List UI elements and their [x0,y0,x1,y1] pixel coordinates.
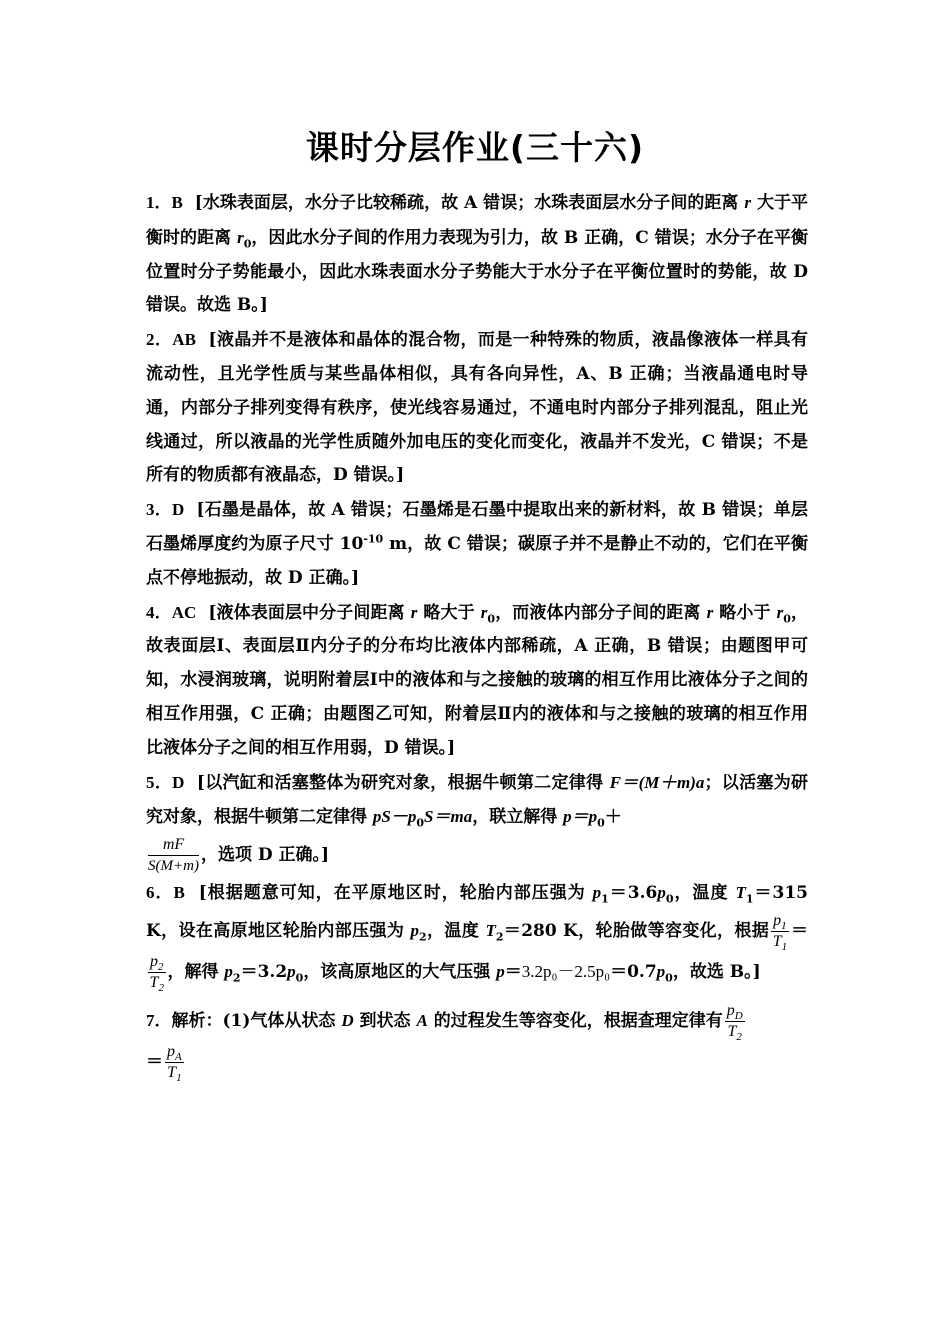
symbol-p: p [410,920,420,940]
item-text: [水珠表面层，水分子比较稀疏，故 A 错误；水珠表面层水分子间的距离 [194,193,745,213]
subscript: 2 [232,971,241,985]
item-text: 略大于 [417,602,481,623]
symbol-T: T [727,1022,737,1040]
answer-item-6 [146,876,808,993]
item-text: [液体表面层中分子间距离 [208,602,411,623]
item-text: (1)气体从状态 [222,1010,342,1031]
item-number: 6．B [146,883,185,903]
item-text: m，故 C 错误；碳原子并不是静止不动的，它们在平衡点不停地振动，故 D 正确。] [146,533,808,588]
item-number: 7．解析： [146,1010,223,1030]
answer-item-1 [146,186,808,323]
equation-p1-value: ＝3.6 [608,883,658,904]
symbol-p: p [167,1042,175,1060]
symbol-r0: r [776,602,784,622]
item-number: 3．D [146,500,185,520]
fraction-denominator: S(M+m) [148,858,199,875]
symbol-r: r [706,602,714,622]
answer-item-2 [146,323,808,493]
subscript: D [734,1010,743,1023]
answer-item-3 [146,493,808,595]
answer-list [146,186,808,1083]
equation-newton-piston-b: S＝ma [424,807,473,827]
symbol-p: p [592,883,602,903]
subscript: 2 [495,930,504,944]
equals-sign: ＝ [790,920,809,941]
item-text: ，温度 [426,920,486,941]
fraction-mf-over-s [148,835,199,876]
item-text: [石墨是晶体，故 A 错误；石墨烯是石墨中提取出来的新材料，故 B 错误；单层石墨烯厚度约为原子尺寸 10 [146,500,808,554]
item-text: ，设在高原地区轮胎内部压强为 [160,920,411,941]
item-text: ，而液体内部分子间的距离 [495,602,707,623]
equation-newton-piston-a: pS－p [372,807,417,827]
symbol-A: A [416,1010,428,1030]
item-text: ，温度 [673,883,736,904]
subscript: 1 [176,1072,182,1085]
equation-newton-whole: F＝(M＋m)a [609,772,705,792]
fraction-pd-over-t2 [725,1001,745,1042]
subscript: 0 [597,816,605,830]
equation-t2-value: ＝280 K [503,920,578,941]
equation-result-a: p＝p [563,807,598,827]
item-number: 1．B [146,193,183,212]
symbol-p: p [773,911,782,929]
page-title: 课时分层作业(三十六) [305,128,645,167]
subscript: 1 [781,941,788,954]
item-text: ，选项 D 正确。] [200,845,330,866]
answer-item-4 [146,596,808,766]
fraction-pa-over-t1 [165,1042,184,1083]
item-text: [以汽缸和活塞整体为研究对象，根据牛顿第二定律得 [196,772,610,793]
item-text: [根据题意可知，在平原地区时，轮胎内部压强为 [198,883,593,904]
fraction-p2-over-t2 [148,952,166,993]
subscript: 2 [736,1031,742,1044]
symbol-p: p [726,1001,735,1019]
subscript: 1 [601,892,609,906]
subscript: 0 [243,237,252,251]
answer-item-7 [146,1001,808,1083]
item-text: ，因此水分子间的作用力表现为引力，故 B 正确，C 错误；水分子在平衡位置时分子势能最小，因此水珠表面水分子势能大于水分子在平衡位置时的势能，故 D 错误。故选 B。] [146,227,808,316]
fraction-p1-over-t1 [771,911,789,952]
symbol-T: T [485,920,496,940]
answer-item-5 [146,766,808,877]
item-text: ；以活塞为研究对象，根据牛顿第二定律得 [146,772,809,828]
subscript: 0 [295,971,304,985]
symbol-p: p [224,961,233,981]
symbol-r0: r [480,602,488,622]
symbol-r: r [410,602,418,622]
item-number: 2．AB [146,330,196,350]
item-text: ，该高原地区的大气压强 [303,961,497,982]
item-text: 到状态 [353,1010,417,1031]
subscript: 0 [665,892,674,906]
symbol-p: p [150,952,158,970]
item-text: ，故选 B。] [672,961,761,982]
plus-sign: ＋ [604,807,622,828]
symbol-r: r [744,193,752,212]
exponent: -10 [363,532,384,546]
subscript: 0 [487,611,496,625]
subscript: 0 [416,816,425,830]
subscript: 1 [781,920,787,933]
item-text: ，联立解得 [472,807,564,828]
subscript: A [175,1051,182,1064]
symbol-p: p [496,961,505,981]
fraction-numerator: mF [148,835,199,856]
subscript: 0 [665,971,673,985]
symbol-D: D [341,1010,354,1030]
equation-atmospheric-value: ＝0.7 [610,961,657,982]
subscript: 1 [745,892,754,906]
equation-pressure-difference: 3.2p₀－2.5p₀ [521,961,611,981]
equals-sign: ＝ [504,961,522,982]
subscript: 2 [158,982,164,995]
item-text: 的过程发生等容变化，根据查理定律有 [427,1010,723,1031]
subscript: 0 [783,611,791,625]
item-text: ，轮胎做等容变化，根据 [577,920,770,941]
symbol-p: p [287,961,296,981]
item-text: ，故表面层Ⅰ、表面层Ⅱ内分子的分布均比液体内部稀疏，A 正确，B 错误；由题图甲可知，水浸润玻璃，说明附着层Ⅰ中的液体和与之接触的玻璃的相互作用比液体分子之间的相互作用强，C 正确；由题图乙可知，附着层Ⅱ内的液体和与之接触的玻璃的相互作用比液体分子之间的相互作用弱，D 错误。] [146,602,809,758]
symbol-T: T [772,932,782,950]
item-number: 4．AC [146,602,197,622]
item-number: 5．D [146,772,185,792]
item-text: ，解得 [167,961,225,982]
subscript: 2 [158,961,164,974]
symbol-r0: r [237,227,244,247]
subscript: 2 [419,930,427,944]
symbol-p: p [656,961,666,981]
symbol-p: p [657,883,666,903]
item-text: [液晶并不是液体和晶体的混合物，而是一种特殊的物质，液晶像液体一样具有流动性，且光学性质与某些晶体相似，具有各向异性，A、B 正确；当液晶通电时导通，内部分子排列变得有秩序，使光线容易通过，不通电时内部分子排列混乱，阻止光线通过，所以液晶的光学性质随外加电压的变化而变化，液晶并不发光，C 错误；不是所有的物质都有液晶态，D 错误。] [146,330,808,486]
symbol-T: T [167,1063,177,1081]
item-text: 大于平衡时的距离 [146,193,808,248]
symbol-T: T [735,883,746,903]
equation-t1-value: ＝315 K [146,883,808,941]
equals-sign: ＝ [146,1051,163,1072]
symbol-T: T [149,973,159,991]
equation-p2-value: ＝3.2 [240,961,288,982]
item-text: 略小于 [713,602,777,623]
